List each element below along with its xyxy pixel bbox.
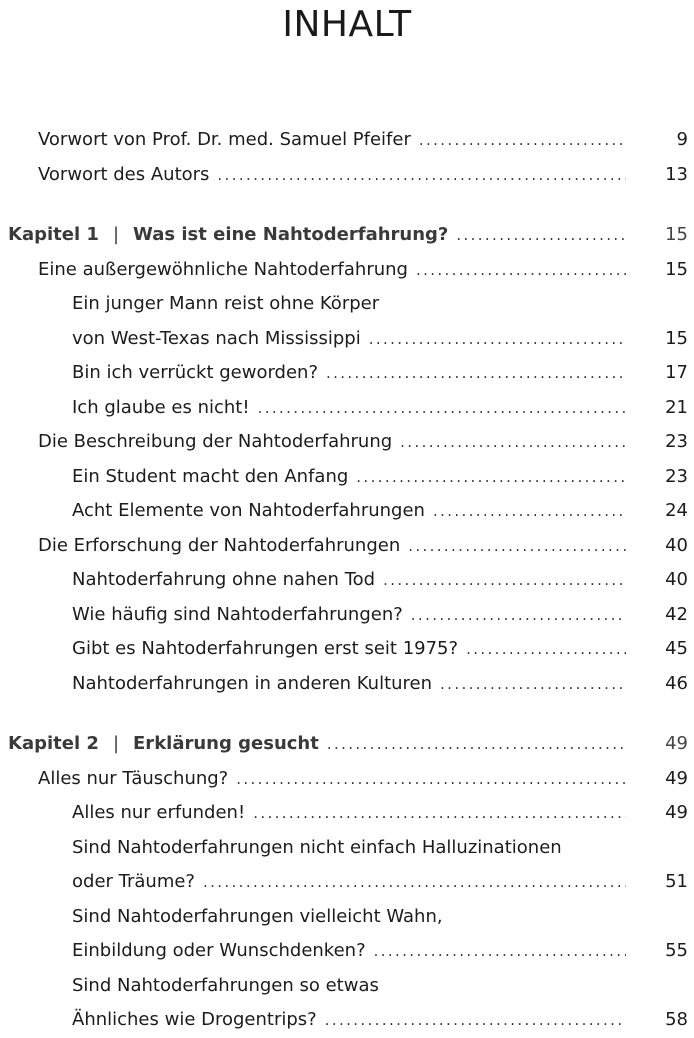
toc-page-number: 49 — [665, 802, 688, 823]
toc-entry-title: Vorwort von Prof. Dr. med. Samuel Pfeifer — [38, 129, 411, 150]
toc-entry-title: Alles nur Täuschung? — [38, 767, 229, 789]
page-title: INHALT — [282, 4, 412, 45]
toc-entry-title: Acht Elemente von Nahtoderfahrungen — [72, 500, 425, 521]
toc-entry[interactable] — [0, 1003, 694, 1038]
leader-dots — [326, 356, 626, 391]
leader-dots — [356, 460, 626, 495]
leader-dots — [416, 253, 626, 288]
leader-dots — [217, 158, 626, 193]
leader-dots — [327, 727, 626, 762]
toc-entry-title: Gibt es Nahtoderfahrungen erst seit 1975? — [72, 638, 459, 659]
leader-dots — [325, 1003, 626, 1038]
toc-page-number: 49 — [665, 733, 688, 754]
table-of-contents — [0, 123, 694, 1038]
toc-entry[interactable] — [0, 667, 694, 702]
toc-entry-title: Eine außergewöhnliche Nahtoderfahrung — [38, 258, 408, 280]
toc-entry-title: Nahtoderfahrungen in anderen Kulturen — [72, 672, 433, 694]
toc-chapter-heading — [8, 218, 448, 253]
toc-entry-title: Einbildung oder Wunschdenken? — [72, 940, 366, 961]
toc-page-number: 40 — [665, 569, 688, 590]
toc-entry[interactable] — [0, 460, 694, 495]
toc-entry-first-line: Sind Nahtoderfahrungen so etwas — [72, 974, 379, 996]
toc-entry-title: Alles nur erfunden! — [72, 802, 246, 823]
toc-entry-vorwort-autor[interactable] — [0, 158, 694, 193]
toc-entry-title: Die Erforschung der Nahtoderfahrungen — [38, 534, 401, 556]
leader-dots — [253, 796, 626, 831]
toc-page-number: 45 — [665, 638, 688, 659]
chapter-title: Erklärung gesucht — [133, 733, 319, 754]
toc-page-number: 13 — [665, 163, 688, 185]
toc-page-number: 49 — [665, 767, 688, 789]
leader-dots — [456, 218, 626, 253]
leader-dots — [408, 529, 626, 564]
toc-entry[interactable] — [0, 796, 694, 831]
toc-chapter-2[interactable] — [0, 727, 694, 762]
toc-entry-vorwort-pfeifer[interactable] — [0, 123, 694, 158]
toc-page-number: 23 — [665, 431, 688, 452]
toc-page-number: 51 — [665, 871, 688, 892]
toc-entry[interactable] — [0, 762, 694, 797]
toc-entry[interactable] — [0, 865, 694, 900]
toc-page-number: 24 — [665, 500, 688, 521]
chapter-separator: | — [112, 733, 120, 754]
leader-dots — [236, 762, 626, 797]
toc-page-number: 9 — [676, 129, 688, 150]
chapter-label: Kapitel 2 — [8, 733, 99, 754]
toc-page-number: 23 — [665, 465, 688, 487]
toc-entry-title: Ich glaube es nicht! — [72, 396, 250, 418]
toc-entry[interactable] — [0, 934, 694, 969]
toc-page-number: 55 — [665, 940, 688, 961]
toc-entry-first-line: Ein junger Mann reist ohne Körper — [72, 293, 380, 314]
toc-entry-title: Ähnliches wie Drogentrips? — [72, 1009, 317, 1030]
toc-entry-first-line: Sind Nahtoderfahrungen vielleicht Wahn, — [72, 905, 443, 927]
toc-entry-title: Ein Student macht den Anfang — [72, 465, 349, 487]
toc-entry[interactable] — [0, 322, 694, 357]
leader-dots — [383, 563, 626, 598]
toc-page-number: 46 — [665, 672, 688, 694]
toc-entry[interactable] — [0, 253, 694, 288]
toc-entry[interactable] — [0, 529, 694, 564]
toc-entry[interactable] — [0, 563, 694, 598]
toc-entry[interactable] — [0, 391, 694, 426]
leader-dots — [411, 598, 626, 633]
toc-page-number: 15 — [665, 224, 688, 245]
leader-dots — [433, 494, 626, 529]
toc-page-number: 40 — [665, 534, 688, 556]
toc-entry[interactable] — [0, 425, 694, 460]
leader-dots — [258, 391, 626, 426]
toc-page-number: 42 — [665, 603, 688, 625]
toc-entry-title: oder Träume? — [72, 871, 195, 892]
toc-page-number: 21 — [665, 396, 688, 418]
toc-page-number: 15 — [665, 327, 688, 349]
toc-entry[interactable] — [0, 598, 694, 633]
toc-page-number: 17 — [665, 362, 688, 383]
toc-entry-first-line: Sind Nahtoderfahrungen nicht einfach Halluzinationen — [72, 836, 562, 858]
chapter-separator: | — [112, 224, 120, 245]
toc-entry-title: Die Beschreibung der Nahtoderfahrung — [38, 431, 393, 452]
leader-dots — [419, 123, 626, 158]
leader-dots — [400, 425, 626, 460]
leader-dots — [466, 632, 626, 667]
toc-entry[interactable] — [0, 632, 694, 667]
toc-entry-title: von West-Texas nach Mississippi — [72, 327, 361, 349]
toc-chapter-1[interactable] — [0, 218, 694, 253]
leader-dots — [203, 865, 626, 900]
chapter-title: Was ist eine Nahtoderfahrung? — [133, 224, 449, 245]
toc-entry[interactable] — [0, 356, 694, 391]
leader-dots — [369, 322, 626, 357]
toc-entry-title: Wie häufig sind Nahtoderfahrungen? — [72, 603, 403, 625]
toc-page-number: 58 — [665, 1009, 688, 1030]
toc-page-number: 15 — [665, 258, 688, 280]
chapter-label: Kapitel 1 — [8, 224, 99, 245]
toc-entry-title: Nahtoderfahrung ohne nahen Tod — [72, 569, 376, 590]
toc-entry[interactable] — [0, 494, 694, 529]
toc-chapter-heading — [8, 727, 319, 762]
leader-dots — [374, 934, 626, 969]
leader-dots — [440, 667, 626, 702]
toc-entry-title: Vorwort des Autors — [38, 163, 210, 185]
toc-entry-title: Bin ich verrückt geworden? — [72, 362, 319, 383]
